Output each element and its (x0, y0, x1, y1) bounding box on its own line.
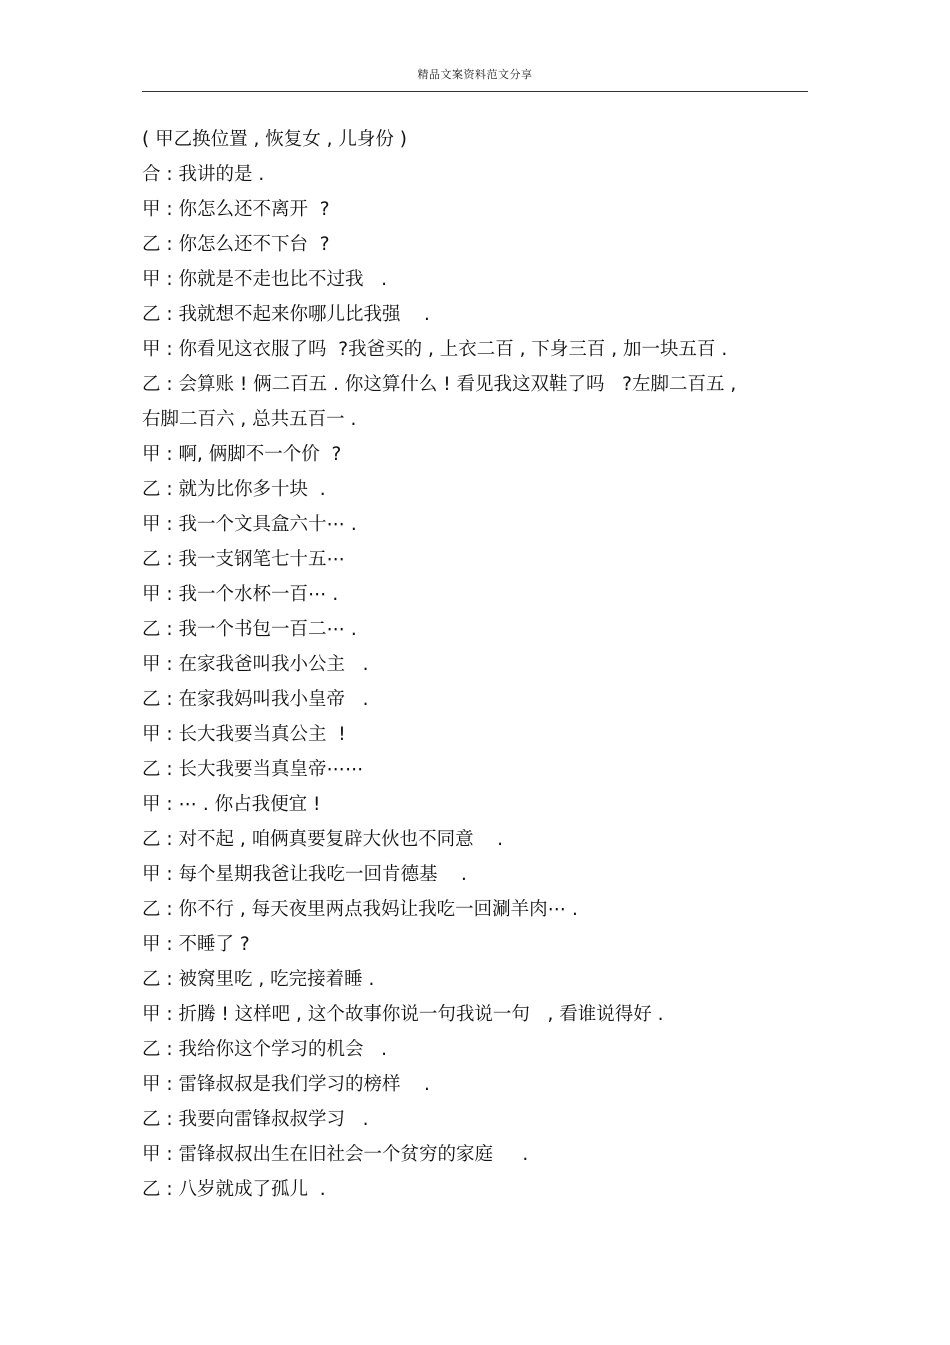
text-line: 右脚二百六 , 总共五百一 . (142, 409, 357, 430)
text-line: 乙 : 会算账 ! 俩二百五 . 你这算什么 ! 看见我这双鞋了吗 ?左脚二百五 , (142, 374, 737, 395)
text-line: 合 : 我讲的是 . (142, 164, 265, 185)
text-line: 乙 : 我就想不起来你哪儿比我强 . (142, 304, 430, 325)
header-divider (142, 91, 808, 92)
text-line: 甲 : 折腾 ! 这样吧 , 这个故事你说一句我说一句 , 看谁说得好 . (142, 1004, 664, 1025)
text-line: 乙 : 你不行 , 每天夜里两点我妈让我吃一回涮羊肉⋯ . (142, 899, 578, 920)
text-line: 乙 : 在家我妈叫我小皇帝 . (142, 689, 369, 710)
text-line: ( 甲乙换位置 , 恢复女 , 儿身份 ) (142, 129, 407, 150)
text-line: 乙 : 我要向雷锋叔叔学习 . (142, 1109, 369, 1130)
text-line: 甲 : ⋯ . 你占我便宜 ! (142, 794, 321, 815)
text-line: 乙 : 长大我要当真皇帝⋯⋯ (142, 759, 364, 780)
text-line: 乙 : 你怎么还不下台 ? (142, 234, 330, 255)
text-line: 甲 : 雷锋叔叔出生在旧社会一个贫穷的家庭 . (142, 1144, 529, 1165)
text-line: 甲 : 长大我要当真公主 ! (142, 724, 346, 745)
text-line: 甲 : 每个星期我爸让我吃一回肯德基 . (142, 864, 467, 885)
text-line: 乙 : 我一个书包一百二⋯ . (142, 619, 357, 640)
page-header: 精品文案资料范文分享 (417, 68, 533, 81)
dialogue-text (142, 122, 802, 1207)
text-line: 甲 : 啊, 俩脚不一个价 ? (142, 444, 342, 465)
text-line: 乙 : 八岁就成了孤儿 . (142, 1179, 326, 1200)
text-line: 乙 : 我给你这个学习的机会 . (142, 1039, 388, 1060)
text-line: 乙 : 对不起 , 咱俩真要复辟大伙也不同意 . (142, 829, 504, 850)
text-line: 甲 : 你怎么还不离开 ? (142, 199, 330, 220)
text-line: 甲 : 我一个水杯一百⋯ . (142, 584, 339, 605)
text-line: 甲 : 雷锋叔叔是我们学习的榜样 . (142, 1074, 430, 1095)
text-line: 乙 : 就为比你多十块 . (142, 479, 326, 500)
text-line: 甲 : 你看见这衣服了吗 ?我爸买的 , 上衣二百 , 下身三百 , 加一块五百 . (142, 339, 728, 360)
text-line: 甲 : 不睡了 ? (142, 934, 250, 955)
text-line: 乙 : 我一支钢笔七十五⋯ (142, 549, 345, 570)
text-line: 乙 : 被窝里吃 , 吃完接着睡 . (142, 969, 375, 990)
text-line: 甲 : 我一个文具盒六十⋯ . (142, 514, 357, 535)
text-line: 甲 : 在家我爸叫我小公主 . (142, 654, 369, 675)
text-line: 甲 : 你就是不走也比不过我 . (142, 269, 388, 290)
